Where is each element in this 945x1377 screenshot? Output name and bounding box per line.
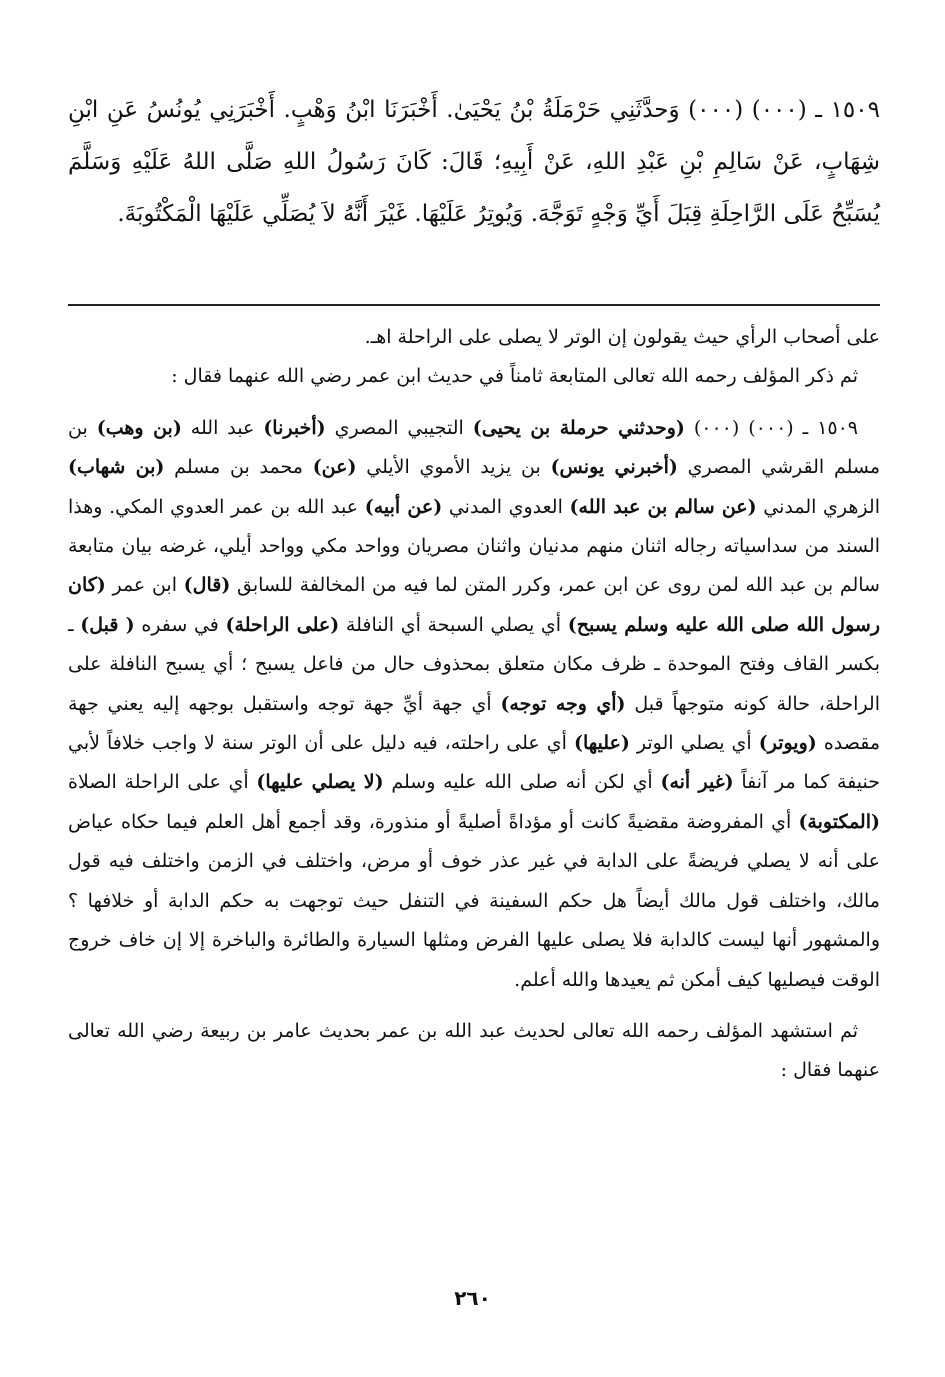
commentary-text-segment: أي يصلي السبحة أي النافلة [339, 613, 568, 636]
quoted-text-segment: (عن أبيه) [364, 495, 443, 518]
quoted-text-segment: (ويوتر) [758, 732, 817, 755]
hadith-body: وَحدَّثَنِي حَرْمَلَةُ بْنُ يَحْيَىٰ. أَخْبَرَنَا ابْنُ وَهْبٍ. أَخْبَرَنِي يُونُسُ عَنِ ابْنِ شِهَابٍ، عَنْ سَالِمِ بْنِ عَبْدِ اللهِ، عَنْ أَبِيهِ؛ قَالَ: كَانَ رَسُولُ اللهِ صَلَّى اللهُ عَلَيْهِ وَسَلَّمَ يُسَبِّحُ عَلَى الرَّاحِلَةِ قِبَلَ أَيِّ وَجْهٍ تَوَجَّهَ. وَيُوتِرُ عَلَيْهَا. غَيْرَ أَنَّهُ لاَ يُصَلِّي عَلَيْهَا الْمَكْتُوبَةَ. [68, 97, 880, 227]
hadith-block [68, 84, 880, 240]
commentary-text-segment: أي على راحلته، فيه دليل على أن الوتر سنة لا واجب خلافاً لأبي حنيفة كما مر آنفاً [68, 732, 880, 794]
commentary-text-segment: بن يزيد الأموي الأيلي [356, 456, 551, 479]
hadith-number: ١٥٠٩ ـ (٠٠٠) (٠٠٠) [688, 97, 880, 123]
quoted-text-segment: (كان رسول الله صلى الله عليه وسلم يسبح) [68, 574, 880, 636]
quoted-text-segment: (بن وهب) [96, 416, 182, 439]
commentary-text-segment: عبد الله بن عمر العدوي المكي. وهذا السند من سداسياته رجاله اثنان منهم مدنيان واثنان مصريان وواحد مكي وواحد أيلي، غرضه بيان متابعة سالم بن عبد الله لمن روى عن ابن عمر، وكرر المتن لما فيه من المخالفة للسابق [68, 495, 880, 597]
commentary-text-segment: بن مسلم القرشي المصري [68, 416, 881, 479]
hadith-text [68, 84, 880, 240]
quoted-text-segment: (وحدثني حرملة بن يحيى) [472, 416, 685, 439]
commentary-text-segment: أي المفروضة مقضيةً كانت أو مؤداةً أصليةً أو منذورة، وقد أجمع أهل العلم فيما حكاه عياض على أنه لا يصلي فريضةً على الدابة في غير عذر خوف أو مرض، واختلف في الزمن واختلف فيه قول مالك، واختلف قول مالك أيضاً هل حكم السفينة في التنفل حيث توجهت به حكم الدابة أو خلافها ؟ والمشهور أنها ليست كالدابة فلا يصلى عليها الفرض ومثلها السيارة والطائرة والباخرة إلا إن خاف خروج الوقت فيصليها كيف أمكن ثم يعيدها والله أعلم. [68, 810, 880, 991]
commentary-text-segment: أي على الراحلة الصلاة [68, 771, 257, 794]
commentary-text-segment: أي جهة أيِّ جهة توجه واستقبل بوجهه إليه يعني جهة مقصده [68, 692, 881, 755]
quoted-text-segment: (لا يصلي عليها) [256, 771, 384, 794]
quoted-text-segment: (أي وجه توجه) [500, 692, 626, 715]
quoted-text-segment: (أخبرني يونس) [550, 456, 678, 479]
quoted-text-segment: (عن) [312, 456, 357, 479]
quoted-text-segment: (عليها) [573, 732, 630, 755]
commentary-text-segment: أي لكن أنه صلى الله عليه وسلم [383, 771, 661, 794]
page-number: ٢٦٠ [454, 1286, 491, 1310]
commentary-paragraph-3 [68, 409, 880, 1000]
commentary-paragraph-2: ثم ذكر المؤلف رحمه الله تعالى المتابعة ثامناً في حديث ابن عمر رضي الله عنهما فقال : [171, 365, 858, 388]
commentary [68, 318, 880, 1091]
commentary-text-segment: أي يصلي الوتر [629, 732, 759, 755]
quoted-text-segment: (قال) [183, 574, 231, 597]
quoted-text-segment: (المكتوبة) [798, 810, 880, 833]
quoted-text-segment: (على الراحلة) [225, 613, 340, 636]
quoted-text-segment: (بن شهاب) [68, 456, 165, 479]
commentary-paragraph-1: على أصحاب الرأي حيث يقولون إن الوتر لا يصلى على الراحلة اهـ. [364, 326, 880, 348]
commentary-text-segment: ـ بكسر القاف وفتح الموحدة ـ ظرف مكان متعلق بمحذوف حال من فاعل يسبح ؛ أي يسبح النافلة على الراحلة، حالة كونه متوجهاً قبل [68, 613, 880, 715]
footnote-separator [68, 304, 880, 306]
commentary-text-segment: ابن عمر [105, 574, 184, 597]
commentary-text-segment: ١٥٠٩ ـ (٠٠٠) (٠٠٠) [684, 416, 859, 439]
commentary-text-segment: محمد بن مسلم [164, 456, 313, 479]
quoted-text-segment: (عن سالم بن عبد الله) [569, 495, 757, 518]
commentary-text-segment: العدوي المدني [442, 495, 570, 518]
quoted-text-segment: ( قبل) [80, 613, 135, 636]
commentary-text-segment: التجيبي المصري [325, 416, 473, 439]
commentary-text-segment: عبد الله [181, 416, 264, 439]
commentary-text-segment: في سفره [134, 613, 226, 636]
quoted-text-segment: (غير أنه) [660, 771, 734, 794]
commentary-text-segment: الزهري المدني [756, 495, 880, 518]
quoted-text-segment: (أخبرنا) [263, 416, 326, 439]
commentary-paragraph-4: ثم استشهد المؤلف رحمه الله تعالى لحديث عبد الله بن عمر بحديث عامر بن ربيعة رضي الله تعالى عنهما فقال : [68, 1019, 880, 1082]
